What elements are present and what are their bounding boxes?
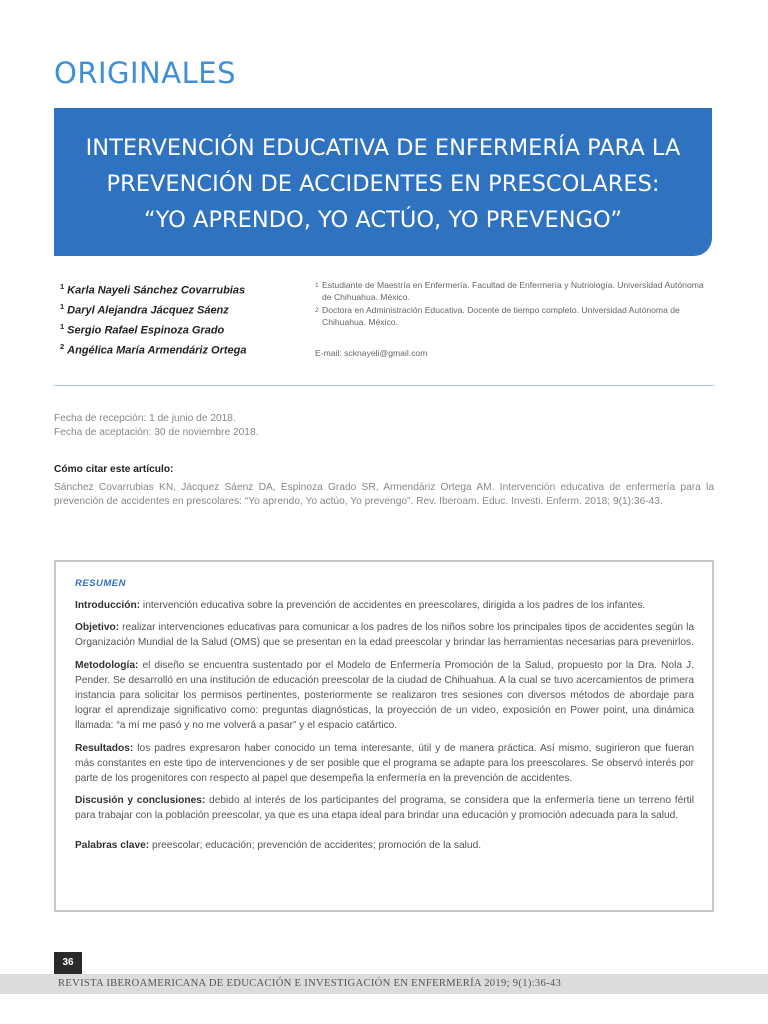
received-date: Fecha de recepción: 1 de junio de 2018. (54, 413, 236, 424)
journal-footer: REVISTA IBEROAMERICANA DE EDUCACIÓN E INVESTIGACIÓN EN ENFERMERÍA 2019; 9(1):36-43 (54, 974, 768, 994)
footer-bar-left (0, 974, 54, 994)
para-text: intervención educativa sobre la prevención de accidentes en preescolares, dirigida a los padres de los infantes. (140, 600, 646, 611)
abstract-heading: RESUMEN (75, 578, 127, 589)
affiliation (315, 280, 715, 303)
author-affil-num: 1 (60, 282, 65, 291)
para-label: Resultados: (75, 742, 134, 754)
author (60, 319, 247, 339)
author-list (60, 279, 247, 359)
author-affil-num: 1 (60, 301, 65, 311)
title-line: “YO APRENDO, YO ACTÚO, YO PREVENGO” (144, 207, 622, 233)
author-name: Sergio Rafael Espinoza Grado (67, 324, 225, 337)
author-name: Daryl Alejandra Jácquez Sáenz (67, 304, 229, 317)
abstract-objective (75, 620, 694, 650)
author (60, 299, 247, 319)
article-title (54, 108, 712, 256)
para-text: los padres expresaron haber conocido un tema interesante, útil y de manera práctica. Así mismo, sugirieron que fueran más constantes en este tipo de intervenciones y de ser posible que el programa se adapte para los preescolares. Se observó interés por parte de los progenitores con respecto al papel que desempeña la enfermería en la prevención de accidentes. (75, 742, 694, 785)
section-label: ORIGINALES (54, 56, 236, 90)
para-label: Discusión y conclusiones: (75, 795, 206, 807)
abstract-results (75, 741, 694, 787)
para-text: el diseño se encuentra sustentado por el Modelo de Enfermería Promoción de la Salud, propuesto por la Dra. Nola J. Pender. Se desarrolló en una institución de educación preescolar de la ciudad de Chihuahua. A la cual se tuvo acercamientos de primera instancia para solicitar los permisos pertinentes, posteriormente se realizaron tres sesiones con diversos métodos de abordaje para lograr el aprendizaje significativo como: preguntas diagnósticas, la proyección de un video, exposición en Power point, una dinámica llamada: “a mí me pasó y no me volverá a pasar” y el espacio catártico. (75, 659, 694, 732)
abstract-methodology (75, 658, 694, 734)
article-dates (54, 412, 258, 440)
affiliation-num: 2 (315, 307, 319, 314)
affiliation-num: 1 (315, 282, 319, 289)
para-text: realizar intervenciones educativas para comunicar a los padres de los niños sobre los principales tipos de accidentes según la Organización Mundial de la Salud (OMS) que se presentan en la edad preescolar y brindar las herramientas necesarias para prevenirlos. (75, 622, 694, 649)
author-affil-num: 1 (60, 321, 65, 331)
para-label: Metodología: (75, 659, 139, 671)
affiliation-text: Estudiante de Maestría en Enfermería. Facultad de Enfermería y Nutriología. Universidad Autónoma de Chihuahua. México. (322, 280, 704, 302)
para-label: Introducción: (75, 600, 141, 611)
author (60, 339, 247, 359)
citation-text: Sánchez Covarrubias KN, Jácquez Sáenz DA, Espinoza Grado SR, Armendáriz Ortega AM. Intervención educativa de enfermería para la prevención de accidentes en prescolares: “Yo aprendo, Yo actúo, Yo prevengo”. Rev. Iberoam. Educ. Investi. Enferm. 2018; 9(1):36-43. (54, 482, 714, 507)
title-line: PREVENCIÓN DE ACCIDENTES EN PRESCOLARES: (106, 171, 660, 197)
para-text: debido al interés de los participantes del programa, se considera que la enfermería tiene un terreno fértil para trabajar con la población preescolar, ya que es una etapa ideal para brindar una educación y promoción adecuada para la salud. (75, 795, 694, 822)
affiliation (315, 305, 715, 328)
abstract-keywords (75, 838, 694, 853)
author-name: Karla Nayeli Sánchez Covarrubias (67, 284, 246, 297)
email-link[interactable]: E-mail: scknayeli@gmail.com (315, 348, 428, 358)
page-number: 36 (54, 952, 82, 974)
accepted-date: Fecha de aceptación: 30 de noviembre 2018. (54, 427, 259, 438)
author (60, 279, 247, 299)
divider (54, 385, 714, 386)
affiliation-text: Doctora en Administración Educativa. Docente de tiempo completo. Universidad Autónoma de Chihuahua. México. (322, 305, 680, 327)
abstract-box (54, 560, 714, 912)
abstract-introduction (75, 598, 694, 613)
para-label: Objetivo: (75, 622, 120, 634)
citation-heading: Cómo citar este artículo: (54, 464, 174, 475)
abstract-discussion (75, 793, 694, 823)
para-label: Palabras clave: (75, 839, 150, 851)
affiliations (315, 280, 715, 360)
title-line: INTERVENCIÓN EDUCATIVA DE ENFERMERÍA PARA LA (85, 135, 681, 161)
author-name: Angélica María Armendáriz Ortega (67, 344, 247, 357)
author-affil-num: 2 (60, 341, 65, 351)
para-text: preescolar; educación; prevención de accidentes; promoción de la salud. (149, 839, 482, 851)
